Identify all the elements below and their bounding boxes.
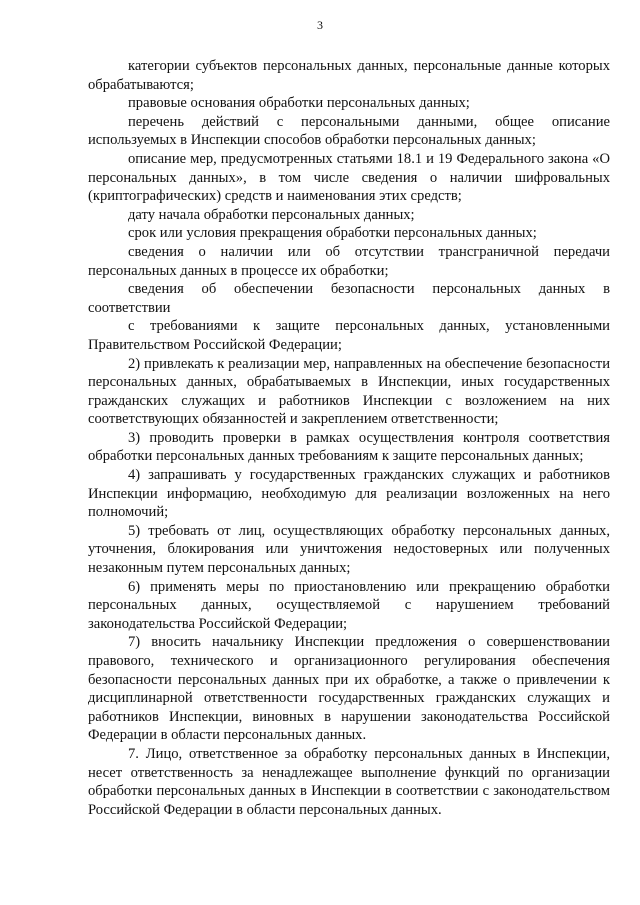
paragraph-termination-terms: срок или условия прекращения обработки персональных данных; — [128, 225, 537, 242]
paragraph-section-7: 7. Лицо, ответственное за обработку персональных данных в Инспекции, несет ответственность за ненадлежащее выполнение функций по организации обработки персональных данных в Инспекции в соответствии с законодательством Российской Федерации в области персональных данных. — [88, 745, 610, 818]
paragraph-start-date: дату начала обработки персональных данных; — [128, 206, 415, 223]
paragraph-measures-description: описание мер, предусмотренных статьями 18.1 и 19 Федерального закона «О персональных данных», в том числе сведения о наличии шифровальных (криптографических) средств и наименования этих средств; — [88, 150, 610, 205]
page-number: 3 — [317, 18, 323, 32]
paragraph-item-2: 2) привлекать к реализации мер, направленных на обеспечение безопасности персональных данных, обрабатываемых в Инспекции, иных государственных гражданских служащих и работников Инспекции с возложением на них соответствующих обязанностей и закреплением ответственности; — [88, 355, 610, 428]
paragraph-item-3: 3) проводить проверки в рамках осуществления контроля соответствия обработки персональных данных требованиям к защите персональных данных; — [88, 429, 610, 465]
paragraph-legal-grounds: правовые основания обработки персональных данных; — [128, 95, 470, 112]
paragraph-cross-border-transfer: сведения о наличии или об отсутствии трансграничной передачи персональных данных в процессе их обработки; — [88, 243, 610, 279]
paragraph-protection-requirements: с требованиями к защите персональных данных, установленными Правительством Российской Федерации; — [88, 318, 610, 353]
paragraph-item-5: 5) требовать от лиц, осуществляющих обработку персональных данных, уточнения, блокирования или уничтожения недостоверных или полученных незаконным путем персональных данных; — [88, 522, 610, 577]
paragraph-item-7: 7) вносить начальнику Инспекции предложения о совершенствовании правового, технического и организационного регулирования обеспечения безопасности персональных данных при их обработке, а также о привлечении к дисциплинарной ответственности государственных гражданских служащих и работников Инспекции, виновных в нарушении законодательства Российской Федерации в области персональных данных. — [88, 634, 610, 744]
document-body — [88, 57, 610, 819]
paragraph-subject-categories: категории субъектов персональных данных, персональные данные которых обрабатываются; — [88, 58, 610, 93]
paragraph-actions-list: перечень действий с персональными данными, общее описание используемых в Инспекции способов обработки персональных данных; — [88, 113, 610, 149]
paragraph-item-6: 6) применять меры по приостановлению или прекращению обработки персональных данных, осуществляемой с нарушением требований законодательства Российской Федерации; — [88, 578, 610, 632]
paragraph-item-4: 4) запрашивать у государственных гражданских служащих и работников Инспекции информацию, необходимую для реализации возложенных на него полномочий; — [88, 467, 610, 521]
paragraph-security-compliance: сведения об обеспечении безопасности персональных данных в соответствии — [88, 281, 610, 316]
